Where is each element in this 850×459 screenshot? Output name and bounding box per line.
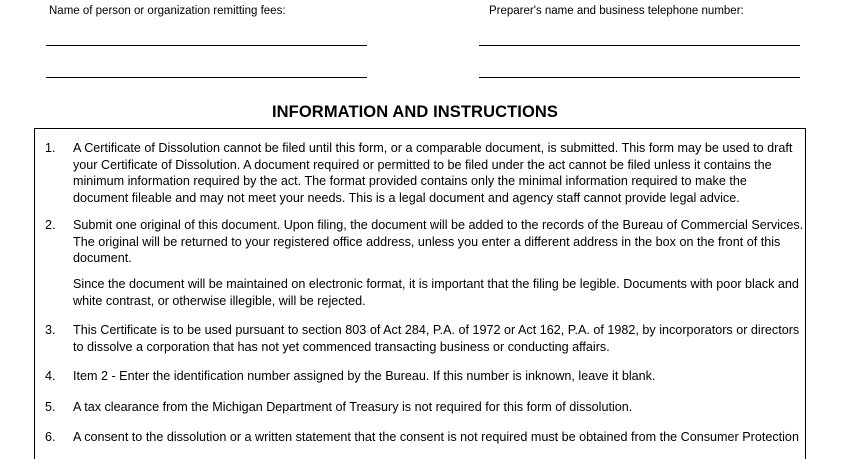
item-number: 4. <box>45 369 56 383</box>
item-line: Item 2 - Enter the identification number assigned by the Bureau. If this number is inknown, leave it blank. <box>73 369 656 383</box>
item-text <box>73 140 797 206</box>
preparer-label: Preparer's name and business telephone number: <box>489 5 744 17</box>
item-line: document fileable and may not meet your needs. This is a legal document and agency staff cannot provide legal advice. <box>73 190 740 205</box>
item-line: The original will be returned to your registered office address, unless you enter a different address in the box on the front of this <box>73 234 781 249</box>
item-line: your Certificate of Dissolution. A document required or permitted to be filed under the act cannot be filed unless it contains the <box>73 157 772 172</box>
item-number: 1. <box>45 141 56 155</box>
preparer-line-1[interactable] <box>479 45 800 46</box>
preparer-line-2[interactable] <box>479 77 800 78</box>
remitter-line-2[interactable] <box>46 77 367 78</box>
item-line: A consent to the dissolution or a written statement that the consent is not required must be obtained from the Consumer Protection <box>73 430 799 444</box>
item-line: to dissolve a corporation that has not yet commenced transacting business or conducting affairs. <box>73 339 610 354</box>
item-text <box>73 322 800 355</box>
item-text <box>73 429 797 446</box>
item-line: Since the document will be maintained on electronic format, it is important that the filing be legible. Documents with poor black and <box>73 277 799 291</box>
item-text <box>73 399 797 416</box>
item-line: Submit one original of this document. Upon filing, the document will be added to the records of the Bureau of Commercial Services. <box>73 218 804 232</box>
item-line: This Certificate is to be used pursuant to section 803 of Act 284, P.A. of 1972 or Act 162, P.A. of 1982, by incorporators or directors <box>73 323 800 337</box>
item-line: white contrast, or otherwise illegible, will be rejected. <box>73 293 366 308</box>
remitter-line-1[interactable] <box>46 45 367 46</box>
item-number: 6. <box>45 430 56 444</box>
item-text <box>73 217 804 267</box>
item-line: A tax clearance from the Michigan Department of Treasury is not required for this form of dissolution. <box>73 400 633 414</box>
remitter-label: Name of person or organization remitting fees: <box>49 5 286 17</box>
item-text <box>73 276 797 309</box>
section-heading: INFORMATION AND INSTRUCTIONS <box>271 103 559 121</box>
item-number: 3. <box>45 323 56 337</box>
item-line: A Certificate of Dissolution cannot be filed until this form, or a comparable document, is submitted. This form may be used to draft <box>73 141 793 155</box>
item-line: document. <box>73 251 132 266</box>
item-line: minimum information required by the act. The format provided contains only the minimal information required to make the <box>73 174 747 189</box>
item-number: 2. <box>45 218 56 232</box>
item-number: 5. <box>45 400 56 414</box>
item-text <box>73 368 797 385</box>
